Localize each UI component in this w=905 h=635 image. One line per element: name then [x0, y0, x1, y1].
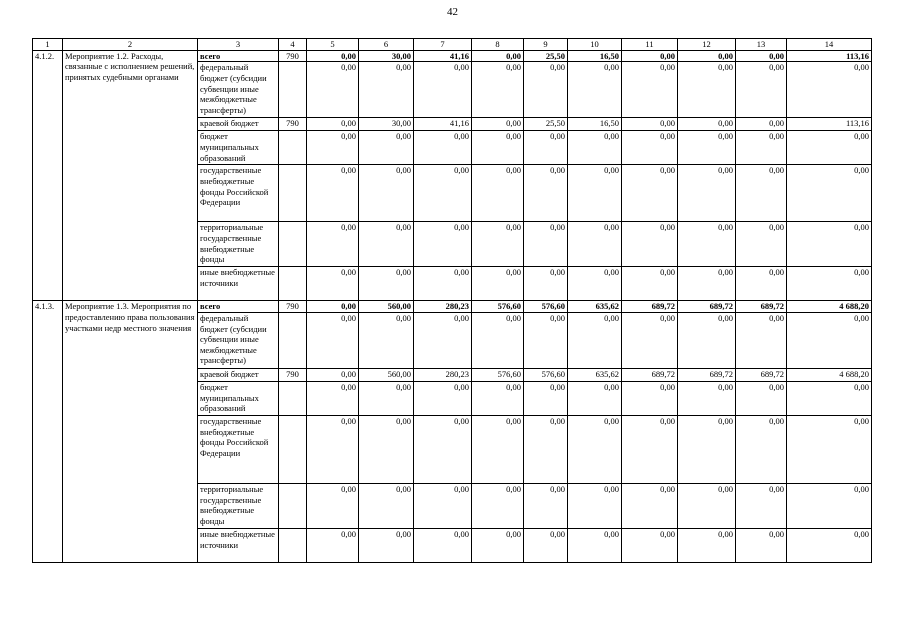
- measure-id: 4.1.3.: [33, 301, 63, 563]
- amount-cell: 0,00: [568, 483, 622, 528]
- amount-cell: 4 688,20: [787, 301, 872, 313]
- amount-cell: 0,00: [736, 222, 787, 267]
- funding-source: территориальные государственные внебюджетные фонды: [198, 483, 279, 528]
- amount-cell: 0,00: [359, 62, 414, 118]
- amount-cell: 0,00: [524, 381, 568, 415]
- amount-cell: 0,00: [524, 312, 568, 368]
- amount-cell: 113,16: [787, 118, 872, 131]
- budget-code: 790: [279, 301, 307, 313]
- amount-cell: 0,00: [622, 381, 678, 415]
- amount-cell: 0,00: [359, 267, 414, 301]
- header-cell: 3: [198, 39, 279, 51]
- amount-cell: 0,00: [307, 50, 359, 62]
- funding-source: краевой бюджет: [198, 368, 279, 381]
- amount-cell: 0,00: [622, 528, 678, 562]
- amount-cell: 0,00: [678, 528, 736, 562]
- amount-cell: 0,00: [359, 528, 414, 562]
- amount-cell: 0,00: [472, 222, 524, 267]
- amount-cell: 0,00: [787, 267, 872, 301]
- amount-cell: 0,00: [472, 165, 524, 222]
- amount-cell: 0,00: [622, 118, 678, 131]
- amount-cell: 0,00: [414, 222, 472, 267]
- amount-cell: 0,00: [524, 415, 568, 483]
- amount-cell: 0,00: [472, 131, 524, 165]
- amount-cell: 560,00: [359, 368, 414, 381]
- amount-cell: 25,50: [524, 118, 568, 131]
- amount-cell: 0,00: [678, 50, 736, 62]
- amount-cell: 0,00: [359, 415, 414, 483]
- amount-cell: 0,00: [307, 62, 359, 118]
- amount-cell: 689,72: [622, 301, 678, 313]
- amount-cell: 0,00: [307, 222, 359, 267]
- amount-cell: 0,00: [622, 415, 678, 483]
- amount-cell: 41,16: [414, 50, 472, 62]
- funding-source: государственные внебюджетные фонды Российской Федерации: [198, 165, 279, 222]
- amount-cell: 0,00: [787, 483, 872, 528]
- amount-cell: 0,00: [736, 528, 787, 562]
- amount-cell: 0,00: [678, 267, 736, 301]
- header-row: [33, 39, 872, 51]
- amount-cell: 689,72: [736, 301, 787, 313]
- amount-cell: 0,00: [472, 312, 524, 368]
- header-cell: 10: [568, 39, 622, 51]
- header-cell: 7: [414, 39, 472, 51]
- amount-cell: 0,00: [524, 165, 568, 222]
- amount-cell: 0,00: [622, 267, 678, 301]
- amount-cell: 0,00: [736, 118, 787, 131]
- funding-source: бюджет муниципальных образований: [198, 381, 279, 415]
- amount-cell: 0,00: [307, 165, 359, 222]
- amount-cell: 635,62: [568, 301, 622, 313]
- amount-cell: 0,00: [568, 415, 622, 483]
- budget-code: 790: [279, 118, 307, 131]
- amount-cell: 0,00: [524, 62, 568, 118]
- budget-code: [279, 222, 307, 267]
- amount-cell: 30,00: [359, 118, 414, 131]
- amount-cell: 0,00: [678, 62, 736, 118]
- funding-source: федеральный бюджет (субсидии субвенции иные межбюджетные трансферты): [198, 312, 279, 368]
- amount-cell: 689,72: [678, 301, 736, 313]
- amount-cell: 0,00: [414, 415, 472, 483]
- amount-cell: 0,00: [736, 483, 787, 528]
- amount-cell: 0,00: [307, 381, 359, 415]
- header-cell: 14: [787, 39, 872, 51]
- amount-cell: 0,00: [568, 62, 622, 118]
- funding-source: иные внебюджетные источники: [198, 528, 279, 562]
- amount-cell: 0,00: [678, 131, 736, 165]
- amount-cell: 0,00: [568, 312, 622, 368]
- funding-source: территориальные государственные внебюджетные фонды: [198, 222, 279, 267]
- amount-cell: 0,00: [622, 62, 678, 118]
- amount-cell: 0,00: [736, 415, 787, 483]
- amount-cell: 0,00: [414, 312, 472, 368]
- amount-cell: 0,00: [678, 381, 736, 415]
- amount-cell: 0,00: [524, 483, 568, 528]
- amount-cell: 0,00: [568, 528, 622, 562]
- amount-cell: 0,00: [472, 415, 524, 483]
- amount-cell: 576,60: [472, 301, 524, 313]
- table-body: [33, 39, 872, 563]
- amount-cell: 113,16: [787, 50, 872, 62]
- budget-table: [32, 38, 872, 563]
- table-row: [33, 50, 872, 62]
- amount-cell: 0,00: [524, 267, 568, 301]
- page-number: 42: [447, 6, 458, 18]
- funding-source: всего: [198, 301, 279, 313]
- header-cell: 2: [63, 39, 198, 51]
- amount-cell: 0,00: [414, 131, 472, 165]
- amount-cell: 41,16: [414, 118, 472, 131]
- amount-cell: 560,00: [359, 301, 414, 313]
- amount-cell: 689,72: [736, 368, 787, 381]
- amount-cell: 30,00: [359, 50, 414, 62]
- amount-cell: 0,00: [472, 267, 524, 301]
- funding-source: краевой бюджет: [198, 118, 279, 131]
- budget-code: [279, 415, 307, 483]
- amount-cell: 0,00: [622, 312, 678, 368]
- amount-cell: 576,60: [524, 368, 568, 381]
- amount-cell: 0,00: [307, 301, 359, 313]
- amount-cell: 0,00: [307, 267, 359, 301]
- amount-cell: 0,00: [736, 312, 787, 368]
- budget-code: 790: [279, 50, 307, 62]
- amount-cell: 0,00: [787, 165, 872, 222]
- amount-cell: 0,00: [736, 62, 787, 118]
- budget-code: [279, 62, 307, 118]
- amount-cell: 0,00: [414, 381, 472, 415]
- measure-name: Мероприятие 1.3. Мероприятия по предоставлению права пользования участками недр местного значения: [63, 301, 198, 563]
- funding-source: иные внебюджетные источники: [198, 267, 279, 301]
- amount-cell: 0,00: [678, 222, 736, 267]
- amount-cell: 0,00: [568, 267, 622, 301]
- amount-cell: 0,00: [736, 267, 787, 301]
- amount-cell: 16,50: [568, 118, 622, 131]
- budget-code: [279, 528, 307, 562]
- amount-cell: 0,00: [678, 312, 736, 368]
- amount-cell: 0,00: [307, 528, 359, 562]
- measure-id: 4.1.2.: [33, 50, 63, 301]
- amount-cell: 576,60: [524, 301, 568, 313]
- amount-cell: 689,72: [678, 368, 736, 381]
- amount-cell: 0,00: [359, 165, 414, 222]
- amount-cell: 25,50: [524, 50, 568, 62]
- amount-cell: 0,00: [307, 312, 359, 368]
- amount-cell: 0,00: [307, 118, 359, 131]
- amount-cell: 0,00: [787, 62, 872, 118]
- header-cell: 8: [472, 39, 524, 51]
- amount-cell: 0,00: [359, 222, 414, 267]
- amount-cell: 0,00: [622, 50, 678, 62]
- amount-cell: 0,00: [524, 131, 568, 165]
- budget-code: 790: [279, 368, 307, 381]
- amount-cell: 0,00: [307, 368, 359, 381]
- header-cell: 1: [33, 39, 63, 51]
- amount-cell: 0,00: [359, 312, 414, 368]
- header-cell: 4: [279, 39, 307, 51]
- amount-cell: 0,00: [787, 222, 872, 267]
- header-cell: 9: [524, 39, 568, 51]
- amount-cell: 0,00: [678, 483, 736, 528]
- amount-cell: 576,60: [472, 368, 524, 381]
- amount-cell: 16,50: [568, 50, 622, 62]
- amount-cell: 0,00: [472, 483, 524, 528]
- amount-cell: 0,00: [787, 381, 872, 415]
- amount-cell: 0,00: [787, 312, 872, 368]
- amount-cell: 689,72: [622, 368, 678, 381]
- amount-cell: 0,00: [414, 62, 472, 118]
- amount-cell: 0,00: [787, 528, 872, 562]
- amount-cell: 0,00: [359, 381, 414, 415]
- header-cell: 5: [307, 39, 359, 51]
- amount-cell: 0,00: [414, 528, 472, 562]
- amount-cell: 0,00: [472, 528, 524, 562]
- amount-cell: 0,00: [678, 118, 736, 131]
- header-cell: 11: [622, 39, 678, 51]
- funding-source: государственные внебюджетные фонды Российской Федерации: [198, 415, 279, 483]
- budget-code: [279, 131, 307, 165]
- budget-code: [279, 267, 307, 301]
- amount-cell: 0,00: [736, 165, 787, 222]
- amount-cell: 0,00: [787, 415, 872, 483]
- amount-cell: 0,00: [568, 222, 622, 267]
- amount-cell: 4 688,20: [787, 368, 872, 381]
- amount-cell: 0,00: [307, 415, 359, 483]
- budget-code: [279, 165, 307, 222]
- header-cell: 13: [736, 39, 787, 51]
- amount-cell: 280,23: [414, 301, 472, 313]
- amount-cell: 0,00: [736, 50, 787, 62]
- amount-cell: 0,00: [414, 267, 472, 301]
- amount-cell: 0,00: [678, 415, 736, 483]
- amount-cell: 0,00: [787, 131, 872, 165]
- budget-code: [279, 483, 307, 528]
- amount-cell: 0,00: [472, 50, 524, 62]
- amount-cell: 0,00: [622, 222, 678, 267]
- amount-cell: 0,00: [678, 165, 736, 222]
- amount-cell: 0,00: [524, 222, 568, 267]
- funding-source: федеральный бюджет (субсидии субвенции иные межбюджетные трансферты): [198, 62, 279, 118]
- measure-name: Мероприятие 1.2. Расходы, связанные с исполнением решений, принятых судебными органами: [63, 50, 198, 301]
- amount-cell: 0,00: [568, 131, 622, 165]
- amount-cell: 0,00: [472, 62, 524, 118]
- amount-cell: 0,00: [359, 131, 414, 165]
- table-row: [33, 301, 872, 313]
- amount-cell: 0,00: [524, 528, 568, 562]
- amount-cell: 0,00: [359, 483, 414, 528]
- amount-cell: 280,23: [414, 368, 472, 381]
- header-cell: 6: [359, 39, 414, 51]
- amount-cell: 0,00: [568, 165, 622, 222]
- amount-cell: 0,00: [736, 381, 787, 415]
- amount-cell: 0,00: [472, 381, 524, 415]
- amount-cell: 0,00: [622, 131, 678, 165]
- amount-cell: 0,00: [568, 381, 622, 415]
- amount-cell: 0,00: [307, 483, 359, 528]
- amount-cell: 0,00: [414, 165, 472, 222]
- budget-code: [279, 381, 307, 415]
- amount-cell: 0,00: [736, 131, 787, 165]
- amount-cell: 0,00: [472, 118, 524, 131]
- amount-cell: 0,00: [307, 131, 359, 165]
- amount-cell: 0,00: [414, 483, 472, 528]
- funding-source: бюджет муниципальных образований: [198, 131, 279, 165]
- amount-cell: 635,62: [568, 368, 622, 381]
- header-cell: 12: [678, 39, 736, 51]
- funding-source: всего: [198, 50, 279, 62]
- amount-cell: 0,00: [622, 483, 678, 528]
- budget-code: [279, 312, 307, 368]
- amount-cell: 0,00: [622, 165, 678, 222]
